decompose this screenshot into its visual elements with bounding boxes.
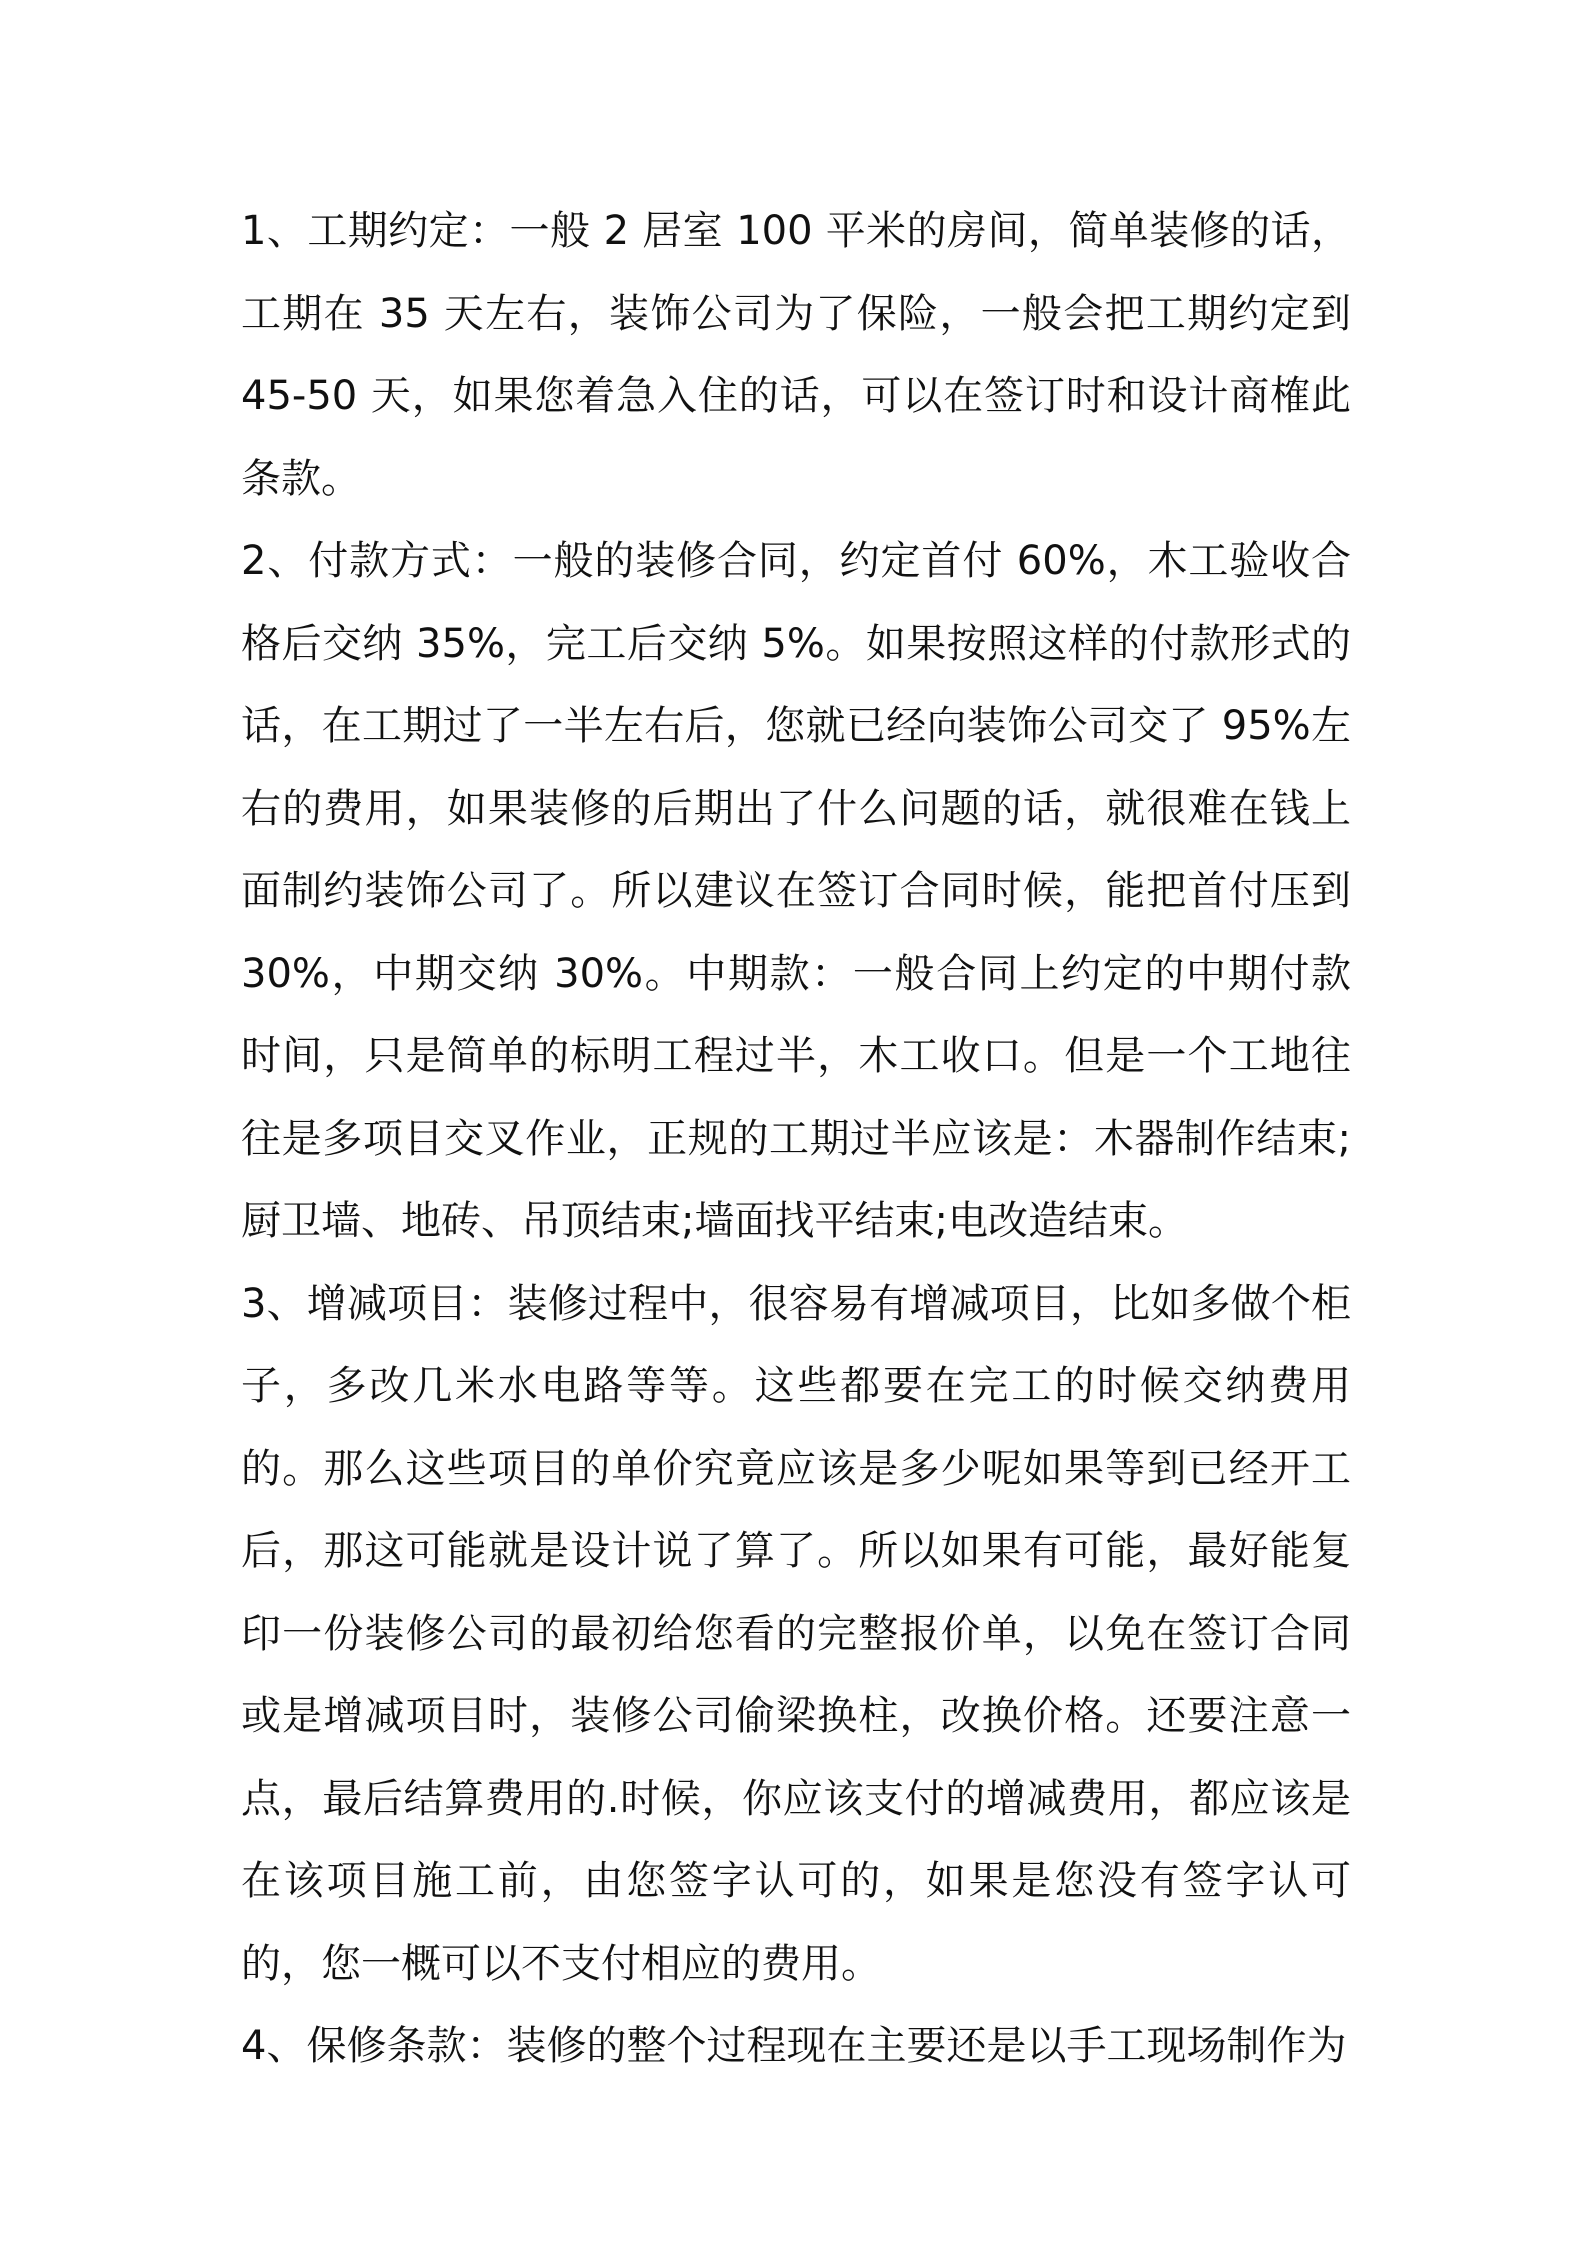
paragraph-additional-items: 3、增减项目：装修过程中，很容易有增减项目，比如多做个柜子，多改几米水电路等等。这些都要在完工的时候交纳费用的。那么这些项目的单价究竟应该是多少呢如果等到已经开工后，那这可能就是设计说了算了。所以如果有可能，最好能复印一份装修公司的最初给您看的完整报价单，以免在签订合同或是增减项目时，装修公司偷梁换柱，改换价格。还要注意一点，最后结算费用的.时候，你应该支付的增减费用，都应该是在该项目施工前，由您签字认可的，如果是您没有签字认可的，您一概可以不支付相应的费用。 (241, 1280, 1351, 1987)
paragraph-construction-period: 1、工期约定：一般 2 居室 100 平米的房间，简单装修的话，工期在 35 天左右，装饰公司为了保险，一般会把工期约定到 45-50 天，如果您着急入住的话，可以在签订时和设计商榷此条款。 (241, 208, 1351, 502)
document-body (241, 190, 1351, 2088)
paragraph-warranty-terms: 4、保修条款：装修的整个过程现在主要还是以手工现场制作为 (241, 2023, 1347, 2069)
paragraph-payment-method: 2、付款方式：一般的装修合同，约定首付 60%，木工验收合格后交纳 35%，完工后交纳 5%。如果按照这样的付款形式的话，在工期过了一半左右后，您就已经向装饰公司交了 95%左右的费用，如果装修的后期出了什么问题的话，就很难在钱上面制约装饰公司了。所以建议在签订合同时候，能把首付压到 30%，中期交纳 30%。中期款：一般合同上约定的中期付款时间，只是简单的标明工程过半，木工收口。但是一个工地往往是多项目交叉作业，正规的工期过半应该是：木器制作结束;厨卫墙、地砖、吊顶结束;墙面找平结束;电改造结束。 (241, 538, 1351, 1244)
